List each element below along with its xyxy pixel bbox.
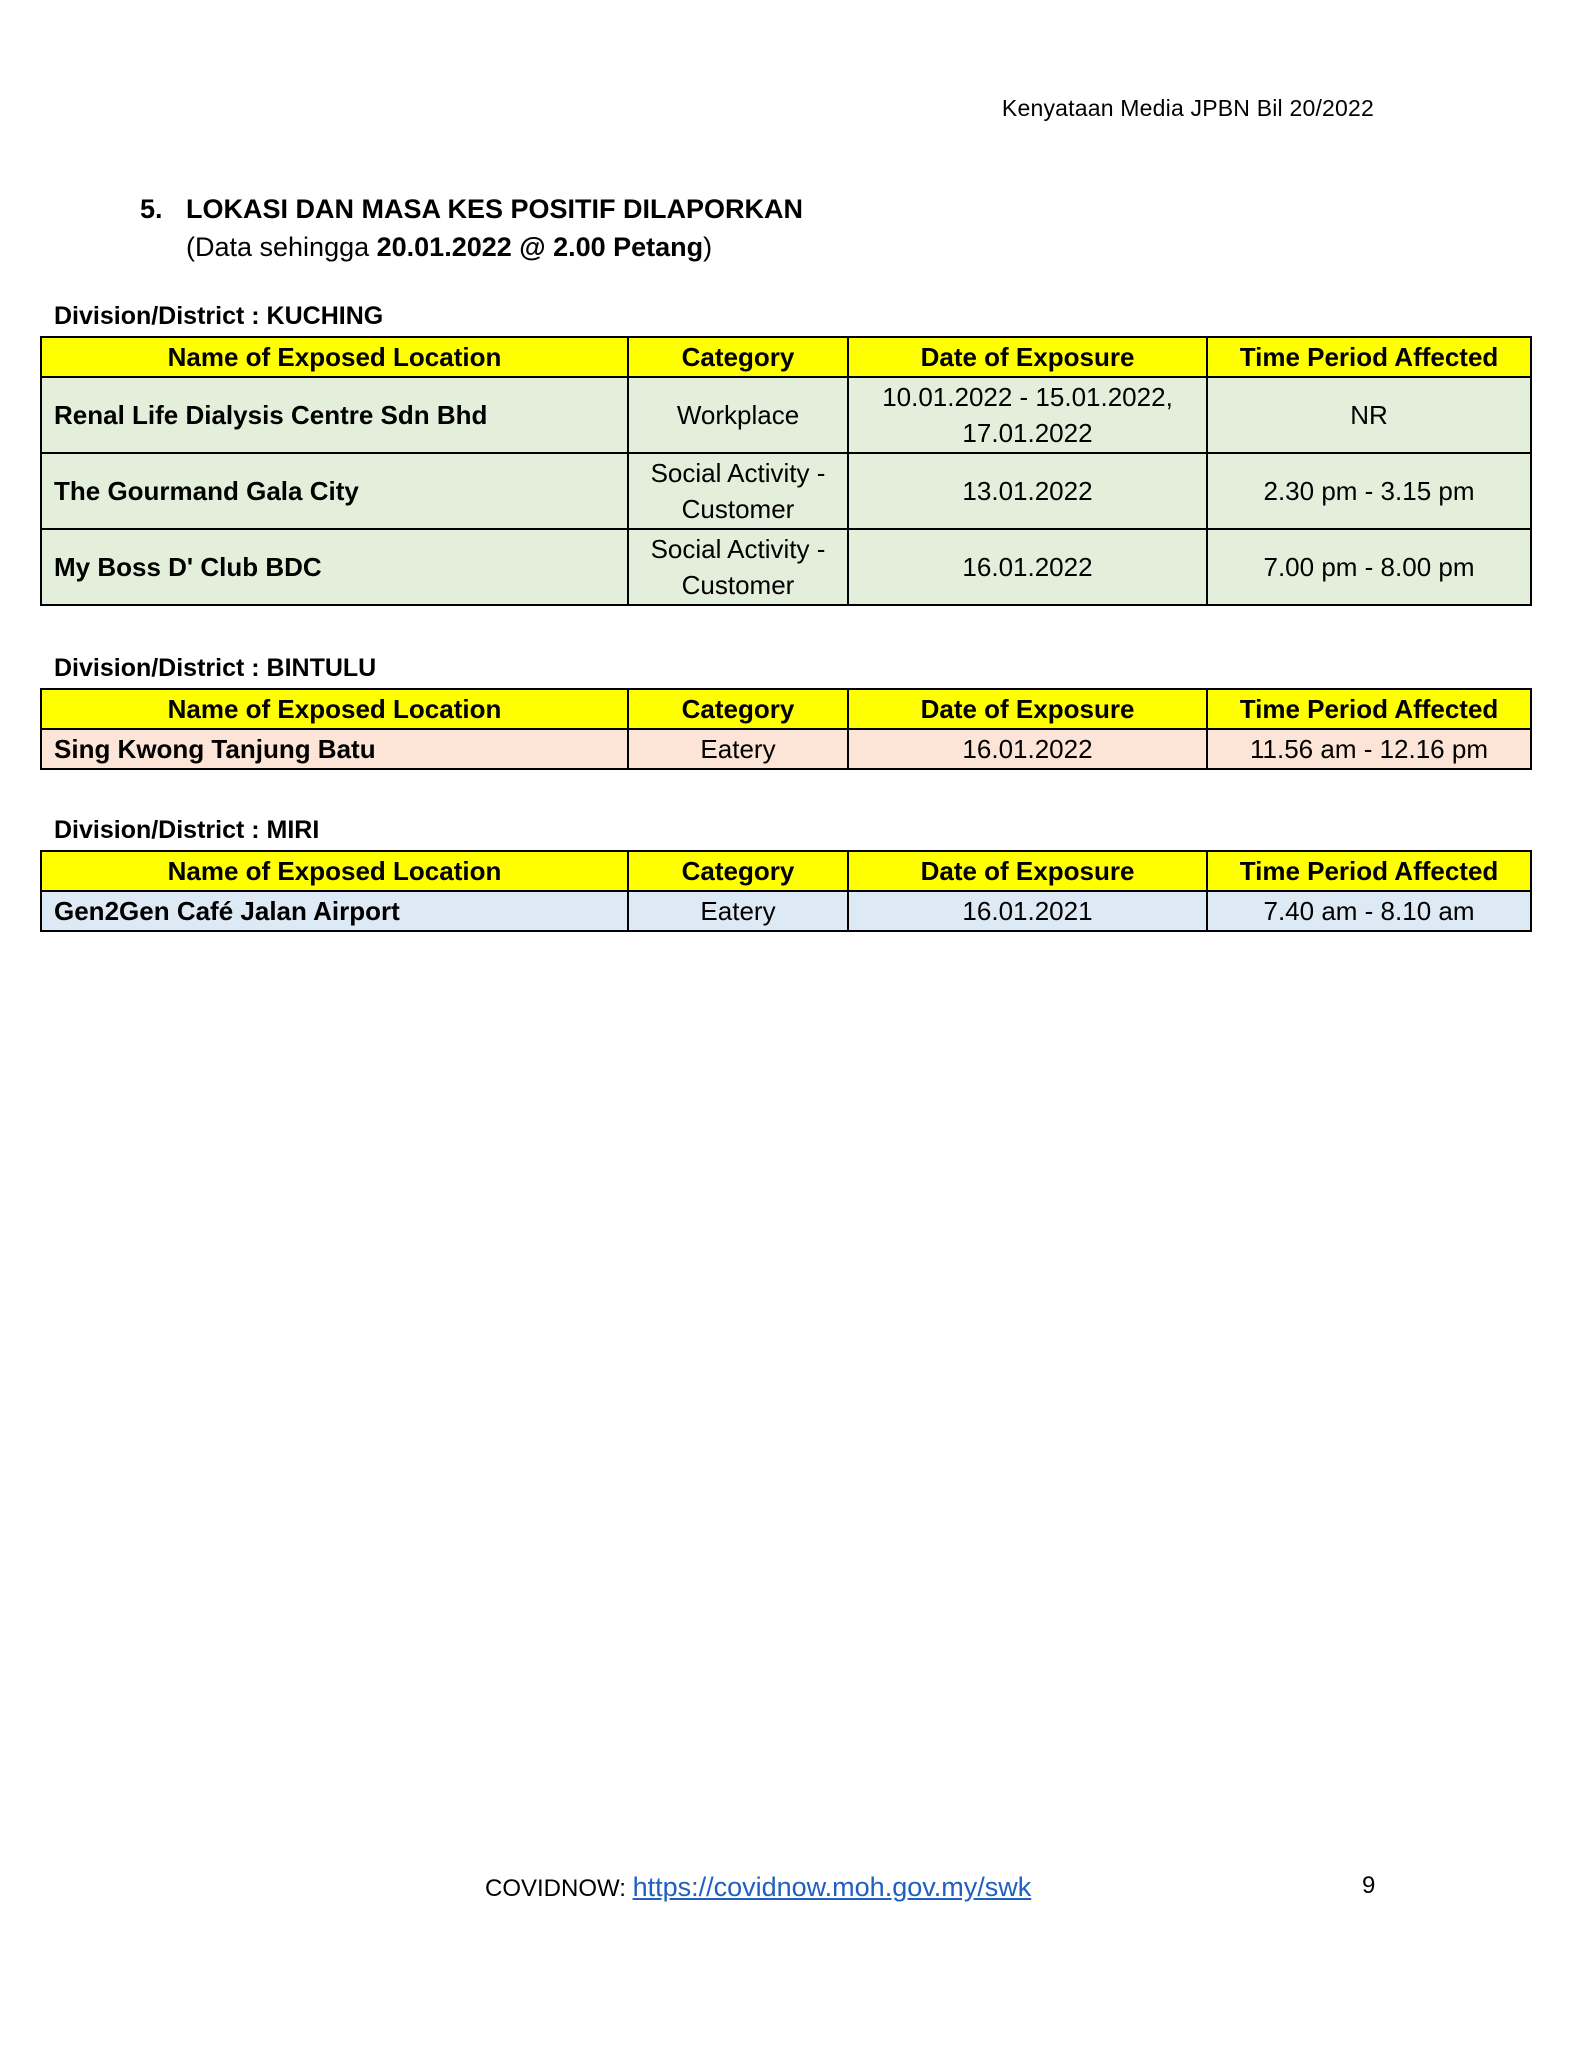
table-row [41,529,1531,605]
footer-source: COVIDNOW: https://covidnow.moh.gov.my/swk [485,1872,1032,1902]
district-label-kuching: Division/District : KUCHING [54,302,384,330]
table-row [41,453,1531,529]
location-name: Gen2Gen Café Jalan Airport [41,891,628,931]
category: Eatery [628,891,848,931]
district-label-miri: Division/District : MIRI [54,816,320,844]
column-header-location: Name of Exposed Location [41,851,628,891]
column-header-location: Name of Exposed Location [41,337,628,377]
page-number: 9 [1362,1872,1376,1899]
location-name: Renal Life Dialysis Centre Sdn Bhd [41,377,628,453]
table-header-row [41,851,1531,891]
exposure-date: 16.01.2021 [848,891,1207,931]
time-period: 7.40 am - 8.10 am [1207,891,1531,931]
column-header-time: Time Period Affected [1207,851,1531,891]
exposure-date: 16.01.2022 [848,729,1207,769]
category: Social Activity - Customer [628,453,848,529]
exposure-date: 13.01.2022 [848,453,1207,529]
table-header-row [41,337,1531,377]
table-row [41,377,1531,453]
time-period: 11.56 am - 12.16 pm [1207,729,1531,769]
exposure-date: 10.01.2022 - 15.01.2022, 17.01.2022 [848,377,1207,453]
table-row [41,729,1531,769]
section-number: 5. [140,194,163,224]
exposure-table-kuching [40,336,1532,606]
exposure-table-miri [40,850,1532,932]
category: Workplace [628,377,848,453]
location-name: My Boss D' Club BDC [41,529,628,605]
data-cutoff-date: 20.01.2022 @ 2.00 Petang [376,232,704,262]
column-header-location: Name of Exposed Location [41,689,628,729]
covidnow-link[interactable]: https://covidnow.moh.gov.my/swk [632,1872,1032,1902]
column-header-time: Time Period Affected [1207,689,1531,729]
exposure-table-bintulu [40,688,1532,770]
column-header-date: Date of Exposure [848,851,1207,891]
column-header-category: Category [628,689,848,729]
column-header-category: Category [628,851,848,891]
document-reference: Kenyataan Media JPBN Bil 20/2022 [1001,95,1374,121]
column-header-date: Date of Exposure [848,337,1207,377]
section-subtitle: (Data sehingga 20.01.2022 @ 2.00 Petang) [186,232,713,262]
category: Social Activity - Customer [628,529,848,605]
time-period: 2.30 pm - 3.15 pm [1207,453,1531,529]
category: Eatery [628,729,848,769]
location-name: Sing Kwong Tanjung Batu [41,729,628,769]
time-period: 7.00 pm - 8.00 pm [1207,529,1531,605]
location-name: The Gourmand Gala City [41,453,628,529]
section-title: LOKASI DAN MASA KES POSITIF DILAPORKAN [186,194,804,224]
table-row [41,891,1531,931]
column-header-date: Date of Exposure [848,689,1207,729]
district-label-bintulu: Division/District : BINTULU [54,654,377,682]
section-heading [140,194,803,225]
table-header-row [41,689,1531,729]
time-period: NR [1207,377,1531,453]
exposure-date: 16.01.2022 [848,529,1207,605]
column-header-time: Time Period Affected [1207,337,1531,377]
column-header-category: Category [628,337,848,377]
